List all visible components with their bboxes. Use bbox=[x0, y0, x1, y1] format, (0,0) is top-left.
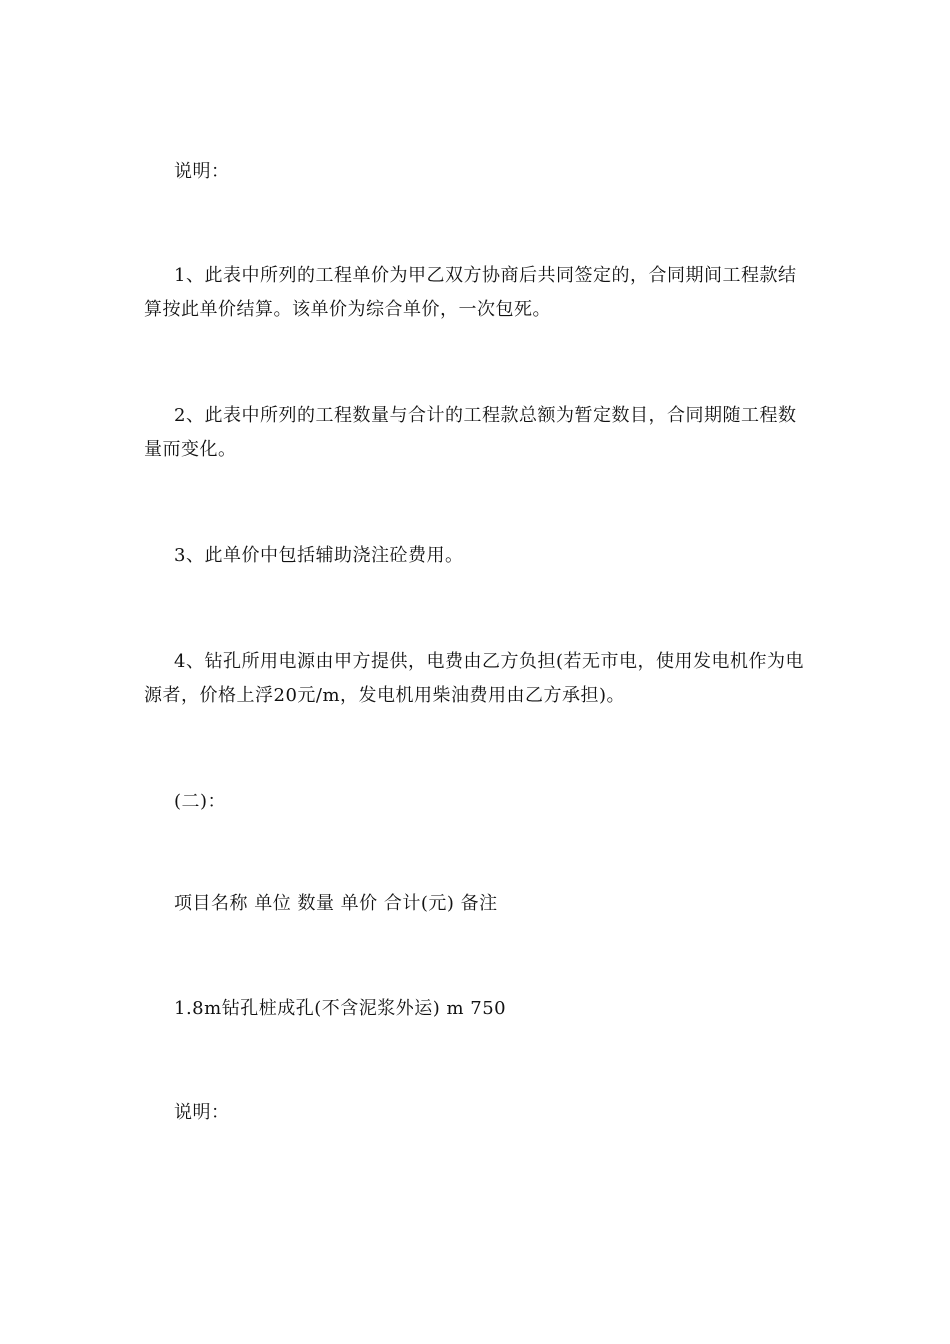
note-item-1: 1、此表中所列的工程单价为甲乙双方协商后共同签定的，合同期间工程款结算按此单价结算。该单价为综合单价，一次包死。 bbox=[144, 265, 797, 320]
table-header-row: 项目名称 单位 数量 单价 合计(元) 备注 bbox=[174, 893, 498, 914]
note-heading-second: 说明： bbox=[174, 1102, 230, 1123]
note-item-4: 4、钻孔所用电源由甲方提供，电费由乙方负担(若无市电，使用发电机作为电源者，价格上浮20元/m，发电机用柴油费用由乙方承担)。 bbox=[144, 651, 804, 706]
note-item-3: 3、此单价中包括辅助浇注砼费用。 bbox=[174, 545, 464, 566]
note-item-2: 2、此表中所列的工程数量与合计的工程款总额为暂定数目，合同期随工程数量而变化。 bbox=[144, 405, 797, 460]
note-heading: 说明： bbox=[174, 161, 230, 182]
table-row-item-1: 1.8m钻孔桩成孔(不含泥浆外运) m 750 bbox=[174, 998, 507, 1019]
section-heading-2: (二)： bbox=[174, 791, 227, 812]
